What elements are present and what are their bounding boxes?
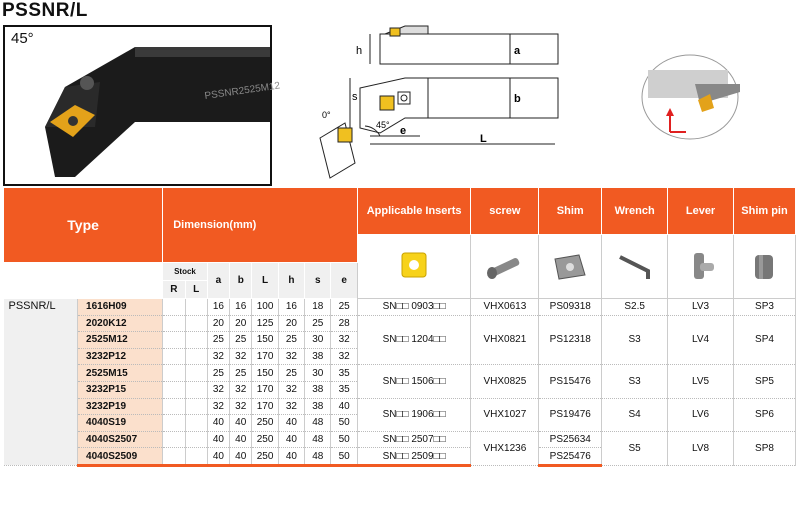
cell-a: 20 xyxy=(207,315,229,332)
shim-cell: PS12318 xyxy=(539,315,602,365)
cell-e: 40 xyxy=(331,398,357,415)
cell-e: 50 xyxy=(331,415,357,432)
header-L: L xyxy=(252,263,278,299)
cell-a: 40 xyxy=(207,415,229,432)
cell-h: 16 xyxy=(278,299,304,316)
header-applicable-inserts: Applicable Inserts xyxy=(357,188,471,235)
insert-cell: SN□□ 1506□□ xyxy=(357,365,471,398)
screw-icon xyxy=(471,235,539,299)
dim-L-label: L xyxy=(480,133,487,145)
table-row xyxy=(4,398,796,415)
insert-icon xyxy=(357,235,471,299)
table-row xyxy=(4,431,796,448)
lever-icon xyxy=(668,235,734,299)
cell-b: 40 xyxy=(230,415,252,432)
dim-45-angle-label: 45° xyxy=(376,120,390,130)
table-row xyxy=(4,299,796,316)
wrench-cell: S3 xyxy=(602,365,668,398)
wrench-cell: S3 xyxy=(602,315,668,365)
cell-a: 25 xyxy=(207,365,229,382)
model-cell: 3232P12 xyxy=(78,348,163,365)
wrench-cell: S4 xyxy=(602,398,668,431)
shim-pin-cell: SP3 xyxy=(734,299,796,316)
header-stock: Stock xyxy=(163,263,208,281)
cell-s: 18 xyxy=(305,299,331,316)
cell-b: 32 xyxy=(230,348,252,365)
header-s: s xyxy=(305,263,331,299)
table-row xyxy=(4,315,796,332)
dim-s-label: s xyxy=(352,91,358,103)
header-screw: screw xyxy=(471,188,539,235)
model-cell: 3232P15 xyxy=(78,381,163,398)
cell-h: 40 xyxy=(278,448,304,466)
cell-L: 250 xyxy=(252,448,278,466)
model-cell: 4040S19 xyxy=(78,415,163,432)
cell-a: 32 xyxy=(207,348,229,365)
cell-s: 48 xyxy=(305,431,331,448)
cell-L: 100 xyxy=(252,299,278,316)
tool-holder-photo xyxy=(3,25,281,186)
shim-pin-icon xyxy=(734,235,796,299)
cell-b: 40 xyxy=(230,431,252,448)
cell-a: 25 xyxy=(207,332,229,349)
wrench-cell: S5 xyxy=(602,431,668,465)
shim-cell: PS15476 xyxy=(539,365,602,398)
shim-pin-cell: SP6 xyxy=(734,398,796,431)
insert-cell: SN□□ 1906□□ xyxy=(357,398,471,431)
page-title: PSSNR/L xyxy=(2,0,88,21)
shim-cell: PS19476 xyxy=(539,398,602,431)
shim-pin-cell: SP5 xyxy=(734,365,796,398)
cell-s: 38 xyxy=(305,348,331,365)
shim-cell: PS09318 xyxy=(539,299,602,316)
cell-a: 16 xyxy=(207,299,229,316)
header-shim-pin: Shim pin xyxy=(734,188,796,235)
insert-cell: SN□□ 0903□□ xyxy=(357,299,471,316)
header-a: a xyxy=(207,263,229,299)
header-e: e xyxy=(331,263,357,299)
lever-cell: LV8 xyxy=(668,431,734,465)
screw-cell: VHX1027 xyxy=(471,398,539,431)
wrench-icon xyxy=(602,235,668,299)
cell-s: 48 xyxy=(305,448,331,466)
cell-b: 20 xyxy=(230,315,252,332)
cell-a: 32 xyxy=(207,381,229,398)
cell-L: 125 xyxy=(252,315,278,332)
cell-h: 32 xyxy=(278,398,304,415)
header-lever: Lever xyxy=(668,188,734,235)
model-cell: 3232P19 xyxy=(78,398,163,415)
cell-h: 32 xyxy=(278,381,304,398)
header-b: b xyxy=(230,263,252,299)
cell-L: 250 xyxy=(252,415,278,432)
cell-h: 20 xyxy=(278,315,304,332)
cell-b: 32 xyxy=(230,398,252,415)
header-type: Type xyxy=(4,188,163,263)
cell-L: 150 xyxy=(252,365,278,382)
table-row xyxy=(4,365,796,382)
model-cell: 4040S2509 xyxy=(78,448,163,466)
cell-a: 32 xyxy=(207,398,229,415)
cell-a: 40 xyxy=(207,431,229,448)
shim-icon xyxy=(539,235,602,299)
cell-s: 30 xyxy=(305,365,331,382)
screw-cell: VHX0825 xyxy=(471,365,539,398)
model-cell: 2525M15 xyxy=(78,365,163,382)
wrench-cell: S2.5 xyxy=(602,299,668,316)
dim-h-label: h xyxy=(356,45,363,57)
tool-holder-image xyxy=(5,27,281,184)
cell-s: 30 xyxy=(305,332,331,349)
dimension-diagram xyxy=(310,18,560,188)
cell-s: 25 xyxy=(305,315,331,332)
cell-e: 50 xyxy=(331,431,357,448)
angle-label: 45° xyxy=(11,30,34,47)
lever-cell: LV4 xyxy=(668,315,734,365)
cell-h: 25 xyxy=(278,365,304,382)
cell-e: 32 xyxy=(331,348,357,365)
insert-cell: SN□□ 2507□□ xyxy=(357,431,471,448)
model-cell: 2020K12 xyxy=(78,315,163,332)
cell-e: 28 xyxy=(331,315,357,332)
model-cell: 1616H09 xyxy=(78,299,163,316)
lever-cell: LV5 xyxy=(668,365,734,398)
type-label: PSSNR/L xyxy=(4,299,78,466)
model-cell: 2525M12 xyxy=(78,332,163,349)
insert-cell: SN□□ 1204□□ xyxy=(357,315,471,365)
lever-cell: LV6 xyxy=(668,398,734,431)
shim-cell: PS25476 xyxy=(539,448,602,466)
header-shim: Shim xyxy=(539,188,602,235)
spec-table xyxy=(3,187,796,467)
shim-pin-cell: SP8 xyxy=(734,431,796,465)
cell-e: 25 xyxy=(331,299,357,316)
header-h: h xyxy=(278,263,304,299)
header-dimension: Dimension(mm) xyxy=(163,188,358,263)
cell-a: 40 xyxy=(207,448,229,466)
cell-h: 25 xyxy=(278,332,304,349)
cell-b: 25 xyxy=(230,332,252,349)
cell-b: 16 xyxy=(230,299,252,316)
cell-e: 50 xyxy=(331,448,357,466)
screw-cell: VHX1236 xyxy=(471,431,539,465)
cell-h: 32 xyxy=(278,348,304,365)
header-wrench: Wrench xyxy=(602,188,668,235)
dim-b-label: b xyxy=(514,93,521,105)
cell-b: 25 xyxy=(230,365,252,382)
insert-cell: SN□□ 2509□□ xyxy=(357,448,471,466)
cell-L: 150 xyxy=(252,332,278,349)
shim-cell: PS25634 xyxy=(539,431,602,448)
cell-h: 40 xyxy=(278,415,304,432)
dim-a-label: a xyxy=(514,45,521,57)
engraving-text: PSSNR2525M12 xyxy=(203,80,281,102)
cell-b: 40 xyxy=(230,448,252,466)
cell-s: 38 xyxy=(305,398,331,415)
cell-s: 48 xyxy=(305,415,331,432)
cell-L: 170 xyxy=(252,348,278,365)
cell-e: 32 xyxy=(331,332,357,349)
cell-L: 170 xyxy=(252,381,278,398)
screw-cell: VHX0821 xyxy=(471,315,539,365)
model-cell: 4040S2507 xyxy=(78,431,163,448)
cell-b: 32 xyxy=(230,381,252,398)
dim-zero-angle-label: 0° xyxy=(322,110,331,120)
cell-h: 40 xyxy=(278,431,304,448)
header-L-stock: L xyxy=(185,281,207,299)
cell-L: 170 xyxy=(252,398,278,415)
lever-cell: LV3 xyxy=(668,299,734,316)
screw-cell: VHX0613 xyxy=(471,299,539,316)
dim-e-label: e xyxy=(400,125,407,137)
header-R: R xyxy=(163,281,185,299)
cell-s: 38 xyxy=(305,381,331,398)
cell-L: 250 xyxy=(252,431,278,448)
shim-pin-cell: SP4 xyxy=(734,315,796,365)
cell-e: 35 xyxy=(331,365,357,382)
cell-e: 35 xyxy=(331,381,357,398)
operation-illustration xyxy=(640,52,740,142)
